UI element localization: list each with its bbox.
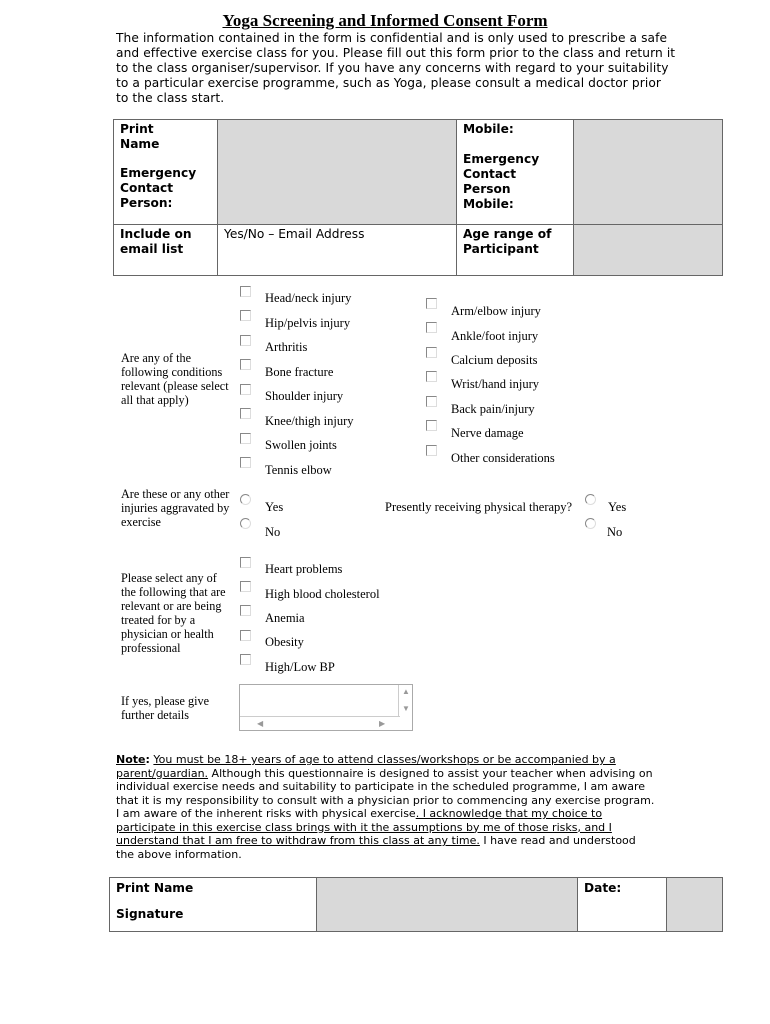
checkbox-bone-fracture[interactable] [240,359,251,370]
mobile-field[interactable] [574,120,723,225]
radio-label: No [265,525,281,539]
note-heading: Note [116,753,146,766]
option-label: Obesity [265,635,304,649]
option-label: Swollen joints [265,438,337,452]
participant-details-table [113,119,723,276]
further-details-textarea[interactable] [239,684,413,731]
checkbox-wrist-hand-injury[interactable] [426,371,437,382]
therapy-question: Presently receiving physical therapy? [385,500,573,514]
note-responsibility: Although this questionnaire is designed to assist your teacher when advising on individual exercise needs and suitability to participate in the scheduled programme, I am aware that it is my responsibility to consult with a physician prior to commencing any exercise program. I am aware of the inherent risks with physical exercise [116,766,655,820]
option-label: Anemia [265,611,305,625]
physician-question: Please select any of the following that are relevant or are being treated for by a physician or health professional [121,571,226,655]
option-label: Ankle/foot injury [451,329,539,343]
intro-paragraph: The information contained in the form is confidential and is only used to prescribe a safe and effective exercise class for you. Please fill out this form prior to the class and return it to the class organiser/supervisor. If you have any concerns with regard to your suitability to a particular exercise programme, such as Yoga, please consult a medical doctor prior to the class start. [116,31,676,105]
checkbox-high-low-bp[interactable] [240,654,251,665]
checkbox-arthritis[interactable] [240,335,251,346]
option-label: High blood cholesterol [265,587,380,601]
vertical-scrollbar[interactable] [398,685,412,717]
checkbox-obesity[interactable] [240,630,251,641]
signature-table [109,877,723,932]
option-label: Tennis elbow [265,463,332,477]
checkbox-head-neck-injury[interactable] [240,286,251,297]
emergency-contact-label: Emergency Contact Person: [120,166,197,210]
checkbox-swollen-joints[interactable] [240,433,251,444]
option-label: Bone fracture [265,365,334,379]
age-range-field[interactable] [574,225,723,276]
age-range-label: Age range of Participant [457,225,574,276]
checkbox-back-pain-injury[interactable] [426,396,437,407]
horizontal-scrollbar[interactable] [240,716,400,730]
aggravated-question: Are these or any other injuries aggravated by exercise [121,487,230,529]
radio-aggravated-yes[interactable] [240,494,251,505]
option-label: Calcium deposits [451,353,538,367]
signature-labels [110,878,317,932]
radio-label: Yes [608,500,627,514]
print-name-label: Print Name [120,122,160,151]
checkbox-hip-pelvis-injury[interactable] [240,310,251,321]
radio-aggravated-no[interactable] [240,518,251,529]
conditions-question: Are any of the following conditions relevant (please select all that apply) [121,351,229,407]
checkbox-nerve-damage[interactable] [426,420,437,431]
checkbox-high-blood-cholesterol[interactable] [240,581,251,592]
mobile-label: Mobile: [463,122,514,136]
date-label: Date: [578,878,667,932]
date-field[interactable] [667,878,723,932]
mobile-labels [457,120,574,225]
emergency-mobile-label: Emergency Contact Person Mobile: [463,152,540,211]
scroll-right-icon[interactable]: ▶ [379,719,386,728]
option-label: Nerve damage [451,426,524,440]
option-label: Shoulder injury [265,389,344,403]
option-label: Knee/thigh injury [265,414,354,428]
checkbox-heart-problems[interactable] [240,557,251,568]
checkbox-anemia[interactable] [240,605,251,616]
option-label: Back pain/injury [451,402,535,416]
scroll-down-icon[interactable]: ▼ [402,704,410,713]
checkbox-shoulder-injury[interactable] [240,384,251,395]
option-label: Arthritis [265,340,308,354]
radio-therapy-yes[interactable] [585,494,596,505]
signature-label: Signature [116,907,184,921]
radio-label: No [607,525,623,539]
radio-therapy-no[interactable] [585,518,596,529]
note-acknowledgement: . I acknowledge that my choice to participate in this exercise class brings with it the assumptions by me of those risks, and I understand that I am free to withdraw from this class at any time. [116,807,612,847]
option-label: Heart problems [265,562,343,576]
option-label: Arm/elbow injury [451,304,541,318]
name-emergency-labels [114,120,218,225]
print-name-signature-field[interactable] [317,878,578,932]
option-label: Other considerations [451,451,555,465]
scroll-left-icon[interactable]: ◀ [257,719,264,728]
checkbox-other-considerations[interactable] [426,445,437,456]
email-list-value: Yes/No – Email Address [224,227,365,241]
radio-label: Yes [265,500,284,514]
checkbox-arm-elbow-injury[interactable] [426,298,437,309]
checkbox-tennis-elbow[interactable] [240,457,251,468]
option-label: Hip/pelvis injury [265,316,351,330]
note-paragraph: Note: You must be 18+ years of age to attend classes/workshops or be accompanied by a parent/guardian. Although this questionnaire is designed to assist your teacher when advising on individual exercise needs and suitability to participate in the scheduled programme, I am aware that it is my responsibility to consult with a physician prior to commencing any exercise program. I am aware of the inherent risks with physical exercise. I acknowledge that my choice to participate in this exercise class brings with it the assumptions by me of those risks, and I understand that I am free to withdraw from this class at any time. I have read and understood the above information. [116,753,655,861]
checkbox-knee-thigh-injury[interactable] [240,408,251,419]
note-understood: I have read and understood the above information. [116,834,636,861]
further-details-label: If yes, please give further details [121,694,209,722]
scroll-up-icon[interactable]: ▲ [402,687,410,696]
checkbox-calcium-deposits[interactable] [426,347,437,358]
option-label: Head/neck injury [265,291,352,305]
page-title: Yoga Screening and Informed Consent Form [222,11,548,30]
checkbox-ankle-foot-injury[interactable] [426,322,437,333]
email-list-label: Include on email list [114,225,218,276]
email-list-field[interactable] [218,225,457,276]
option-label: High/Low BP [265,660,335,674]
print-name-label: Print Name [116,881,194,895]
option-label: Wrist/hand injury [451,377,540,391]
note-age-requirement: You must be 18+ years of age to attend classes/workshops or be accompanied by a parent/guardian. [116,753,616,780]
print-name-field[interactable] [218,120,457,225]
